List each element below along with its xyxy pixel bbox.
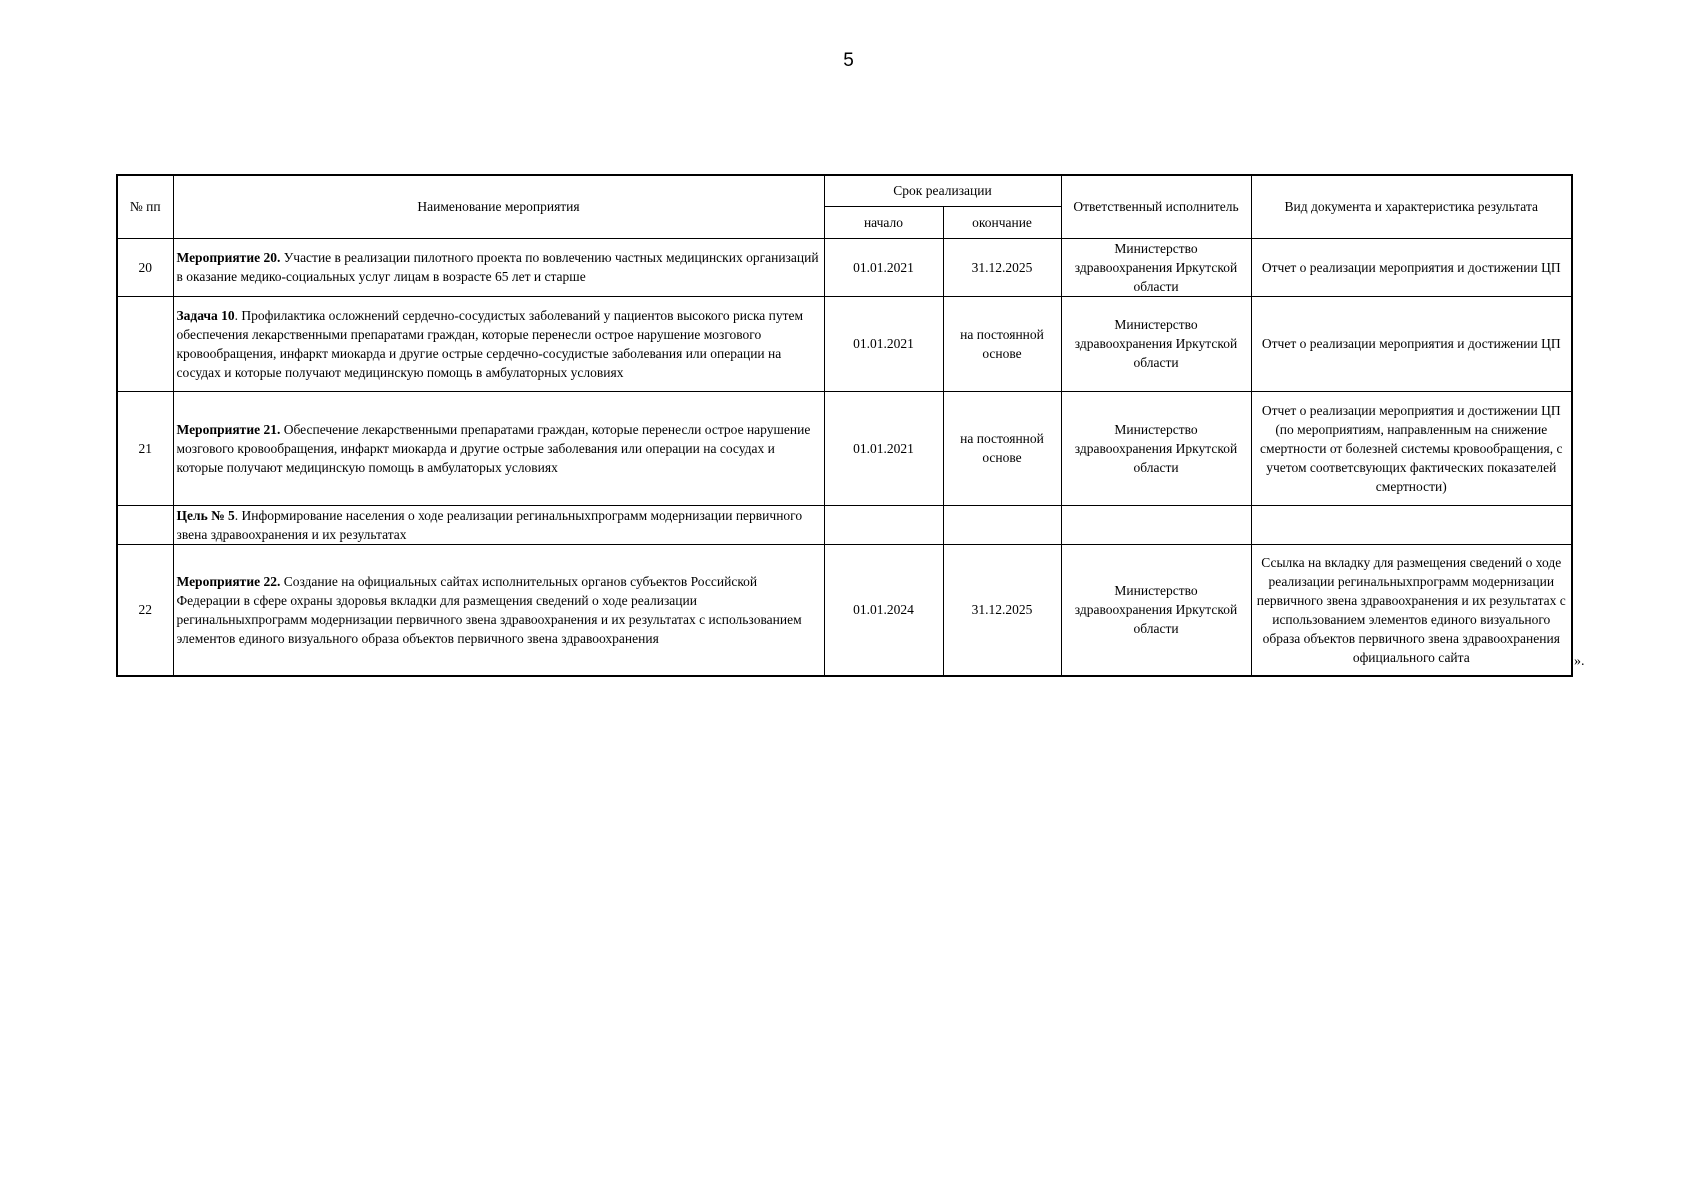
row-end: на постоянной основе	[943, 391, 1061, 505]
row-name	[173, 296, 824, 391]
row-responsible	[1061, 505, 1251, 544]
row-name-bold: Задача 10	[176, 307, 235, 323]
header-start: начало	[824, 206, 943, 238]
row-name	[173, 505, 824, 544]
row-responsible: Министерство здравоохранения Иркутской области	[1061, 544, 1251, 676]
row-responsible: Министерство здравоохранения Иркутской области	[1061, 238, 1251, 296]
table-row	[117, 544, 1572, 676]
header-num: № пп	[117, 175, 173, 238]
row-responsible: Министерство здравоохранения Иркутской области	[1061, 296, 1251, 391]
row-name	[173, 391, 824, 505]
row-end: на постоянной основе	[943, 296, 1061, 391]
row-end: 31.12.2025	[943, 544, 1061, 676]
header-result: Вид документа и характеристика результата	[1251, 175, 1572, 238]
row-result: Ссылка на вкладку для размещения сведений о ходе реализации регинальныхпрограмм модернизации первичного звена здравоохранения и их результатах с использованием элементов единого визуального образа объектов первичного звена здравоохранения официального сайта	[1251, 544, 1572, 676]
row-responsible: Министерство здравоохранения Иркутской области	[1061, 391, 1251, 505]
activities-table	[116, 174, 1573, 677]
table-row	[117, 391, 1572, 505]
row-end: 31.12.2025	[943, 238, 1061, 296]
table-header-row	[117, 175, 1572, 206]
closing-quote-mark: ».	[1574, 654, 1585, 669]
row-name-text: Обеспечение лекарственными препаратами граждан, которые перенесли острое нарушение мозгового кровообращения, инфаркт миокарда и другие острые заболевания или операции на сосудах и которые получают медицинскую помощь в амбулаторых условиях	[176, 421, 811, 475]
header-end: окончание	[943, 206, 1061, 238]
row-start: 01.01.2021	[824, 296, 943, 391]
table-row	[117, 505, 1572, 544]
table-row	[117, 296, 1572, 391]
row-name-bold: Мероприятие 20.	[176, 250, 281, 265]
row-result	[1251, 505, 1572, 544]
row-name-bold: Мероприятие 22.	[176, 573, 281, 589]
header-name: Наименование мероприятия	[173, 175, 824, 238]
page-number: 5	[843, 50, 854, 71]
row-result: Отчет о реализации мероприятия и достижении ЦП	[1251, 238, 1572, 296]
row-result: Отчет о реализации мероприятия и достижении ЦП	[1251, 296, 1572, 391]
row-num	[117, 296, 173, 391]
row-end	[943, 505, 1061, 544]
row-start: 01.01.2024	[824, 544, 943, 676]
row-start: 01.01.2021	[824, 238, 943, 296]
row-name-text: . Информирование населения о ходе реализации регинальныхпрограмм модернизации первичного звена здравоохранения и их результатах	[176, 507, 803, 542]
row-name-text: Участие в реализации пилотного проекта по вовлечению частных медицинских организаций в оказание медико-социальных услуг лицам в возрасте 65 лет и старше	[176, 250, 819, 284]
row-num	[117, 505, 173, 544]
row-name	[173, 238, 824, 296]
row-num: 22	[117, 544, 173, 676]
table-row	[117, 238, 1572, 296]
header-term: Срок реализации	[824, 175, 1061, 206]
row-name-text: . Профилактика осложнений сердечно-сосудистых заболеваний у пациентов высокого риска путем обеспечения лекарственными препаратами граждан, которые перенесли острое нарушение мозгового кровообращения, инфаркт миокарда и другие острые сердечно-сосудистые заболевания или операции на сосудах и которые получают медицинскую помощь в амбулаторных условиях	[176, 307, 804, 380]
row-start: 01.01.2021	[824, 391, 943, 505]
row-name	[173, 544, 824, 676]
header-responsible: Ответственный исполнитель	[1061, 175, 1251, 238]
row-name-text: Создание на официальных сайтах исполнительных органов субъектов Российской Федерации в сфере охраны здоровья вкладки для размещения сведений о ходе реализации регинальныхпрограмм модернизации первичного звена здравоохранения и их результатах с использованием элементов единого визуального образа объектов первичного звена здравоохранения	[176, 573, 802, 646]
row-start	[824, 505, 943, 544]
row-name-bold: Мероприятие 21.	[176, 421, 281, 437]
row-num: 20	[117, 238, 173, 296]
row-num: 21	[117, 391, 173, 505]
row-name-bold: Цель № 5	[176, 507, 235, 523]
row-result: Отчет о реализации мероприятия и достижении ЦП (по мероприятиям, направленным на снижение смертности от болезней системы кровообращения, с учетом соответсвующих фактических показателей смертности)	[1251, 391, 1572, 505]
